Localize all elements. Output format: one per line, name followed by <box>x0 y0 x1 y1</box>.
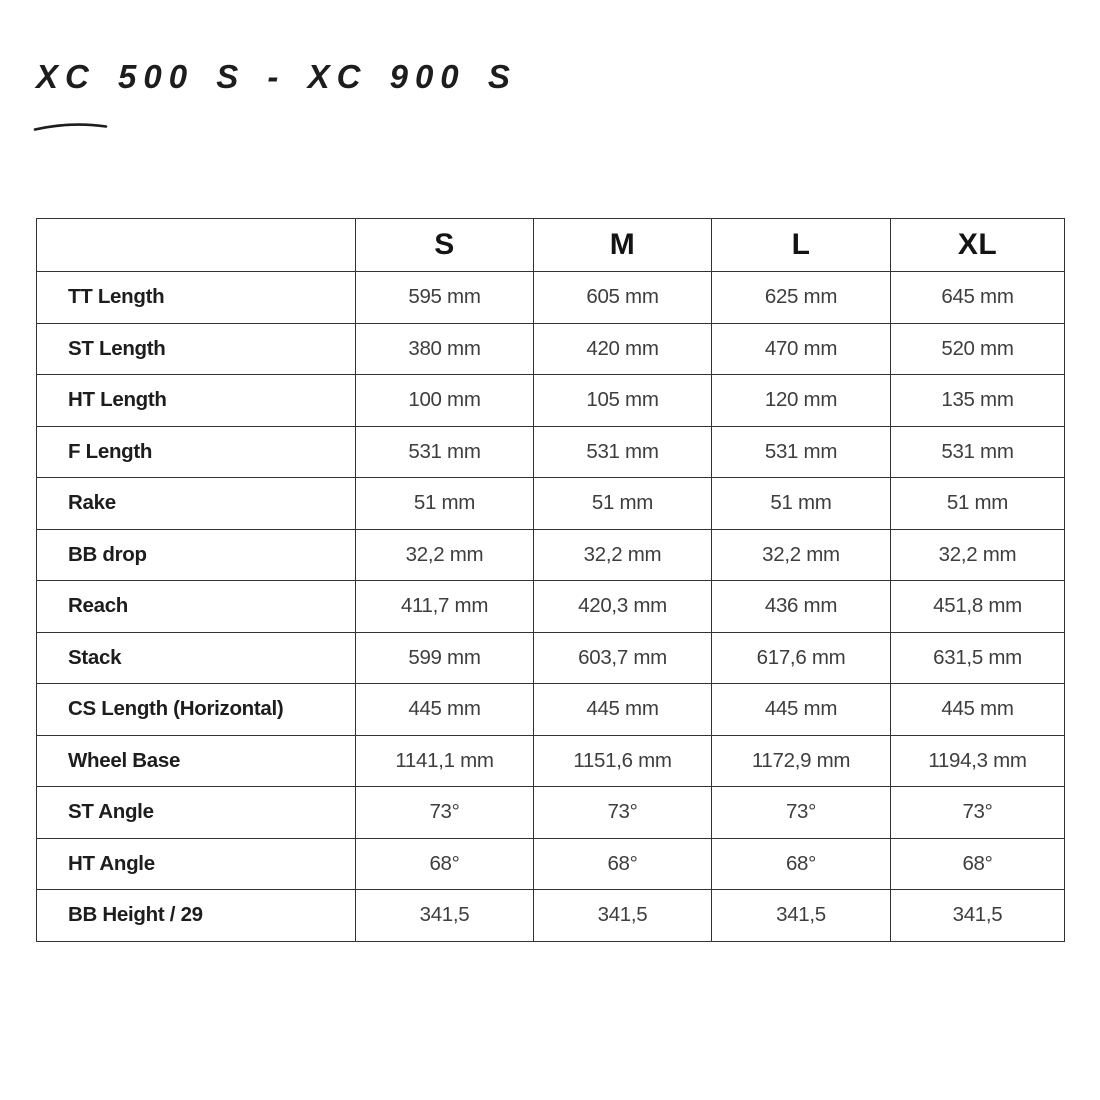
size-header-m: M <box>534 219 712 272</box>
spec-value-xl: 451,8 mm <box>891 581 1065 633</box>
geometry-table <box>36 218 1065 942</box>
spec-value-l: 120 mm <box>712 375 891 427</box>
geometry-table-body <box>37 272 1065 942</box>
spec-label: TT Length <box>37 272 356 324</box>
spec-value-s: 595 mm <box>356 272 534 324</box>
spec-value-l: 531 mm <box>712 426 891 478</box>
spec-label: Wheel Base <box>37 735 356 787</box>
spec-value-l: 51 mm <box>712 478 891 530</box>
size-header-s: S <box>356 219 534 272</box>
spec-label: F Length <box>37 426 356 478</box>
table-row <box>37 375 1065 427</box>
spec-value-l: 617,6 mm <box>712 632 891 684</box>
table-row <box>37 838 1065 890</box>
spec-value-s: 531 mm <box>356 426 534 478</box>
spec-value-xl: 631,5 mm <box>891 632 1065 684</box>
spec-label: HT Angle <box>37 838 356 890</box>
spec-label: ST Length <box>37 323 356 375</box>
spec-value-m: 1151,6 mm <box>534 735 712 787</box>
spec-value-l: 73° <box>712 787 891 839</box>
size-header-xl: XL <box>891 219 1065 272</box>
geometry-table-header <box>37 219 1065 272</box>
spec-value-m: 603,7 mm <box>534 632 712 684</box>
table-row <box>37 529 1065 581</box>
spec-value-l: 1172,9 mm <box>712 735 891 787</box>
table-row <box>37 632 1065 684</box>
table-row <box>37 787 1065 839</box>
page-title: XC 500 S - XC 900 S <box>36 58 517 95</box>
spec-value-xl: 531 mm <box>891 426 1065 478</box>
spec-value-xl: 32,2 mm <box>891 529 1065 581</box>
spec-value-m: 420 mm <box>534 323 712 375</box>
size-header-l: L <box>712 219 891 272</box>
spec-value-m: 105 mm <box>534 375 712 427</box>
spec-value-s: 411,7 mm <box>356 581 534 633</box>
title-underline-swoosh <box>32 118 110 134</box>
spec-value-l: 436 mm <box>712 581 891 633</box>
spec-value-xl: 68° <box>891 838 1065 890</box>
table-row <box>37 684 1065 736</box>
corner-cell <box>37 219 356 272</box>
spec-value-s: 100 mm <box>356 375 534 427</box>
spec-value-s: 68° <box>356 838 534 890</box>
header-row <box>37 219 1065 272</box>
spec-value-xl: 341,5 <box>891 890 1065 942</box>
spec-label: BB drop <box>37 529 356 581</box>
spec-value-m: 73° <box>534 787 712 839</box>
spec-label: Stack <box>37 632 356 684</box>
table-row <box>37 426 1065 478</box>
spec-value-l: 445 mm <box>712 684 891 736</box>
spec-label: BB Height / 29 <box>37 890 356 942</box>
spec-value-s: 51 mm <box>356 478 534 530</box>
spec-value-s: 32,2 mm <box>356 529 534 581</box>
table-row <box>37 272 1065 324</box>
spec-value-xl: 645 mm <box>891 272 1065 324</box>
spec-value-l: 341,5 <box>712 890 891 942</box>
spec-label: CS Length (Horizontal) <box>37 684 356 736</box>
spec-value-s: 445 mm <box>356 684 534 736</box>
spec-value-l: 470 mm <box>712 323 891 375</box>
spec-value-l: 32,2 mm <box>712 529 891 581</box>
spec-value-m: 68° <box>534 838 712 890</box>
table-row <box>37 478 1065 530</box>
table-row <box>37 735 1065 787</box>
spec-value-s: 341,5 <box>356 890 534 942</box>
spec-value-m: 445 mm <box>534 684 712 736</box>
table-row <box>37 581 1065 633</box>
spec-label: HT Length <box>37 375 356 427</box>
spec-value-xl: 1194,3 mm <box>891 735 1065 787</box>
spec-value-l: 625 mm <box>712 272 891 324</box>
spec-label: Rake <box>37 478 356 530</box>
spec-value-m: 420,3 mm <box>534 581 712 633</box>
spec-value-xl: 445 mm <box>891 684 1065 736</box>
spec-label: Reach <box>37 581 356 633</box>
spec-value-m: 51 mm <box>534 478 712 530</box>
spec-value-xl: 135 mm <box>891 375 1065 427</box>
spec-value-xl: 51 mm <box>891 478 1065 530</box>
spec-value-s: 380 mm <box>356 323 534 375</box>
spec-value-s: 1141,1 mm <box>356 735 534 787</box>
spec-label: ST Angle <box>37 787 356 839</box>
spec-value-xl: 73° <box>891 787 1065 839</box>
spec-value-m: 531 mm <box>534 426 712 478</box>
spec-value-m: 341,5 <box>534 890 712 942</box>
table-row <box>37 323 1065 375</box>
spec-value-m: 32,2 mm <box>534 529 712 581</box>
table-row <box>37 890 1065 942</box>
spec-value-m: 605 mm <box>534 272 712 324</box>
spec-value-xl: 520 mm <box>891 323 1065 375</box>
spec-value-s: 599 mm <box>356 632 534 684</box>
spec-value-l: 68° <box>712 838 891 890</box>
spec-value-s: 73° <box>356 787 534 839</box>
